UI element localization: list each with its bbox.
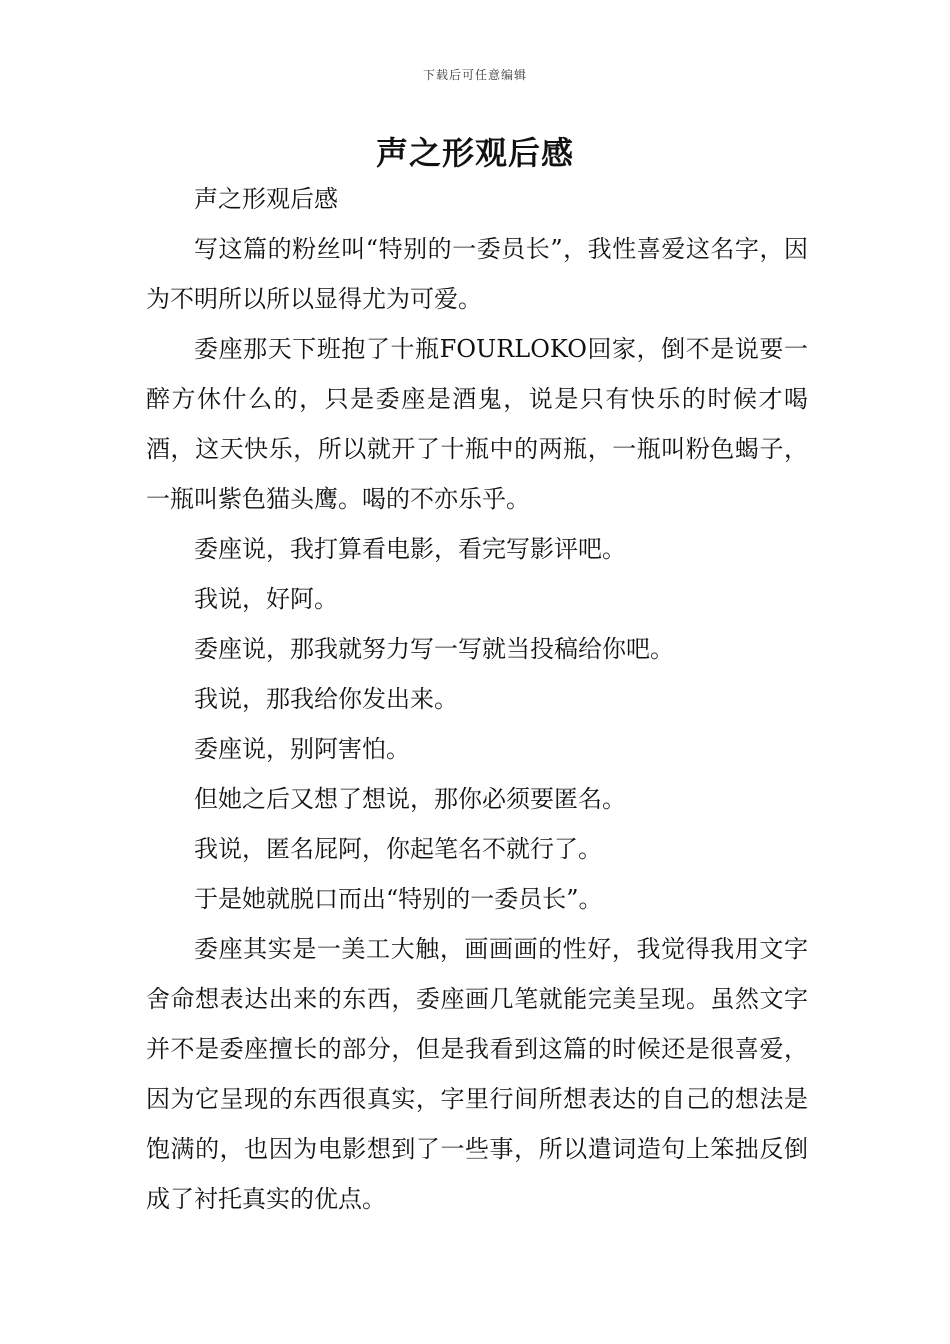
document-body: [146, 174, 808, 1224]
paragraph: 我说，匿名屁阿，你起笔名不就行了。: [194, 835, 602, 863]
paragraph: 委座说，别阿害怕。: [194, 735, 410, 763]
header-note: 下载后可任意编辑: [422, 68, 527, 82]
paragraph: 于是她就脱口而出“特别的一委员长”。: [194, 885, 603, 913]
paragraph: 委座说，我打算看电影，看完写影评吧。: [194, 535, 626, 563]
paragraph: 声之形观后感: [194, 185, 338, 213]
paragraph: 写这篇的粉丝叫“特别的一委员长”，我性喜爱这名字，因为不明所以所以显得尤为可爱。: [146, 235, 808, 313]
paragraph: 我说，好阿。: [194, 585, 338, 613]
paragraph: 但她之后又想了想说，那你必须要匿名。: [194, 785, 626, 813]
paragraph: 我说，那我给你发出来。: [194, 685, 458, 713]
paragraph: 委座那天下班抱了十瓶FOURLOKO回家，倒不是说要一醉方休什么的，只是委座是酒鬼，说是只有快乐的时候才喝酒，这天快乐，所以就开了十瓶中的两瓶，一瓶叫粉色蝎子，一瓶叫紫色猫头鹰。喝的不亦乐乎。: [146, 335, 808, 513]
document-title: 声之形观后感: [375, 134, 574, 172]
paragraph: 委座说，那我就努力写一写就当投稿给你吧。: [194, 635, 674, 663]
paragraph: 委座其实是一美工大触，画画画的性好，我觉得我用文字舍命想表达出来的东西，委座画几笔就能完美呈现。虽然文字并不是委座擅长的部分，但是我看到这篇的时候还是很喜爱，因为它呈现的东西很真实，字里行间所想表达的自己的想法是饱满的，也因为电影想到了一些事，所以遣词造句上笨拙反倒成了衬托真实的优点。: [146, 935, 808, 1213]
